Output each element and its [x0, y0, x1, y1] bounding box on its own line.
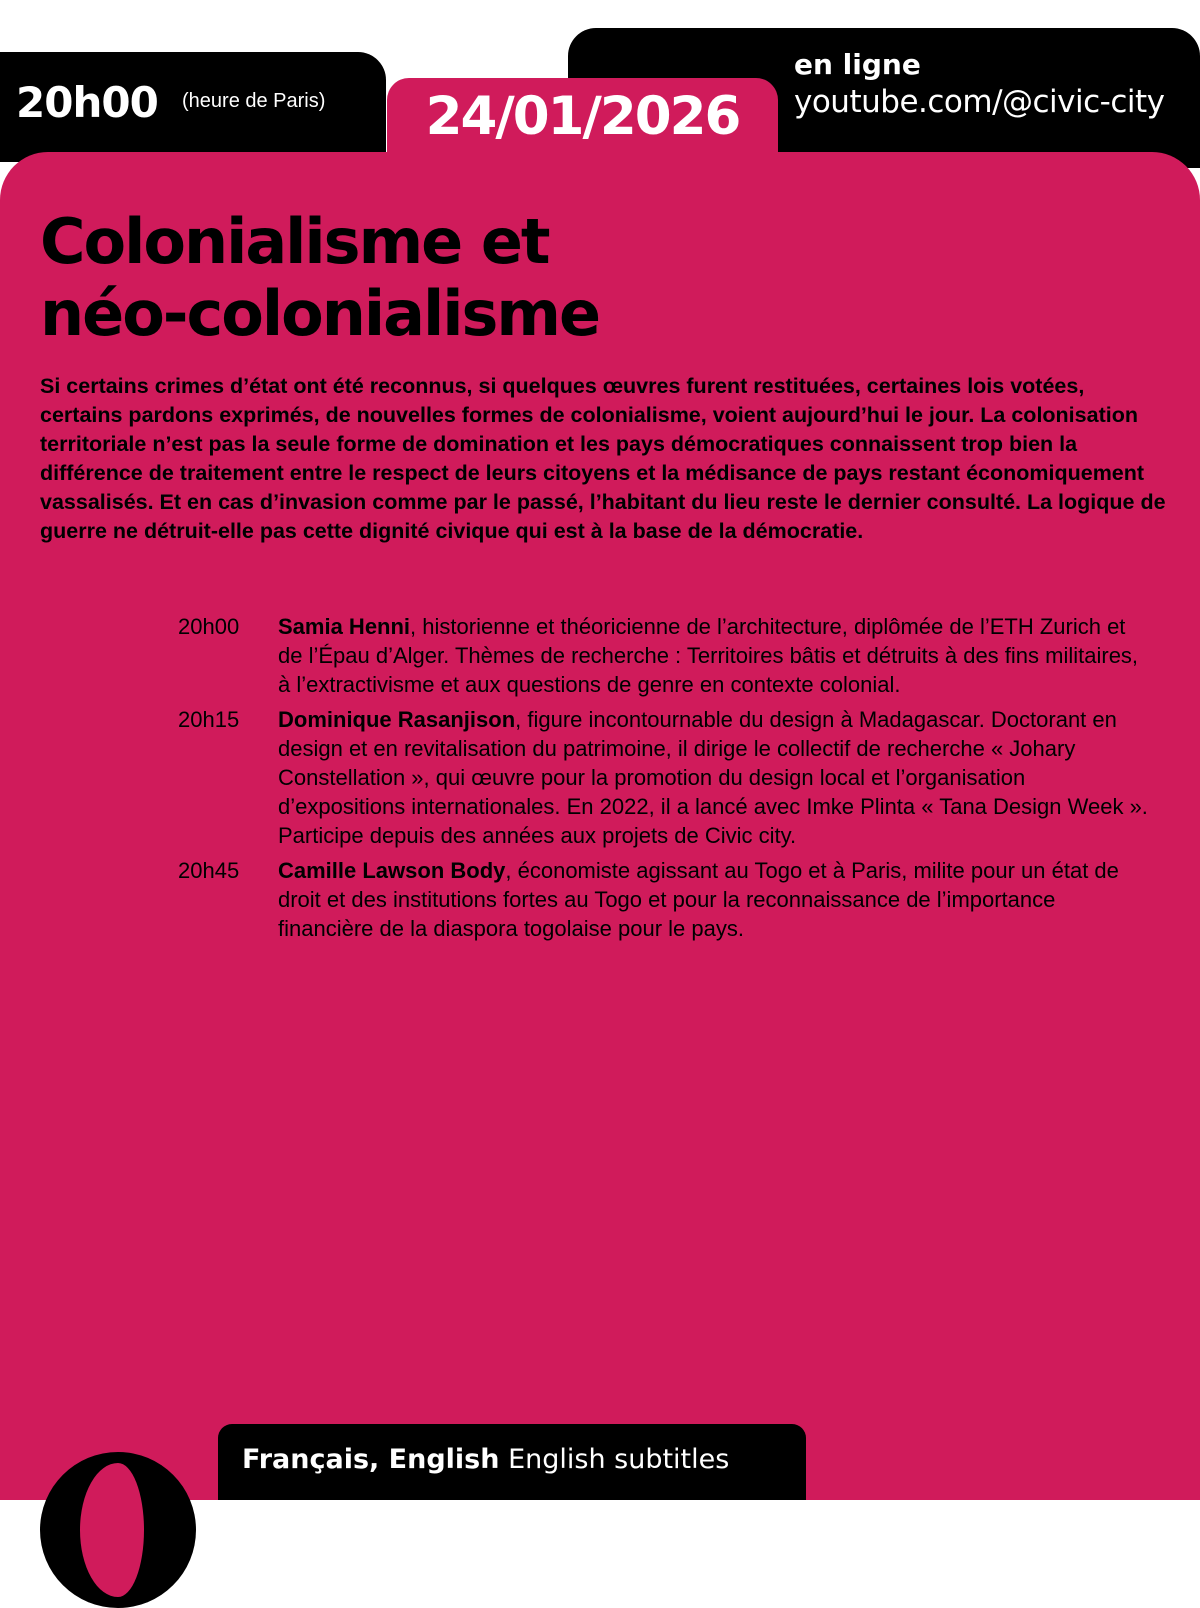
- program-time: 20h45: [178, 858, 240, 883]
- online-label: en ligne: [794, 48, 921, 81]
- language-bar: [218, 1424, 806, 1500]
- youtube-url-link[interactable]: youtube.com/@civic-city: [794, 84, 1165, 120]
- program-time: 20h00: [178, 614, 240, 639]
- title-line-2: néo-colonialisme: [40, 277, 599, 350]
- title-line-1: Colonialisme et: [40, 205, 549, 278]
- languages-label: Français, English: [242, 1444, 500, 1475]
- program-description: [278, 612, 1154, 699]
- page-title: [40, 206, 940, 350]
- speaker-name: Camille Lawson Body: [278, 858, 506, 883]
- time-tab: [0, 52, 386, 162]
- program-list: [178, 612, 1158, 949]
- speaker-bio: , historienne et théoricienne de l’architecture, diplômée de l’ETH Zurich et de l’Épau d’Alger. Thèmes de recherche : Territoires bâtis et détruits à des fins militaires, à l’extractivisme et aux questions de genre en contexte colonial.: [278, 614, 1139, 697]
- program-item: [178, 856, 1158, 943]
- civic-city-logo-icon: [40, 1452, 196, 1608]
- speaker-name: Dominique Rasanjison: [278, 707, 516, 732]
- subtitles-label: English subtitles: [508, 1444, 730, 1475]
- program-item: [178, 705, 1158, 850]
- speaker-name: Samia Henni: [278, 614, 411, 639]
- speaker-bio: , économiste agissant au Togo et à Paris, milite pour un état de droit et des institutions fortes au Togo et pour la reconnaissance de l’importance financière de la diaspora togolaise pour le pays.: [278, 858, 1119, 941]
- event-time: 20h00: [16, 78, 158, 127]
- time-zone-note: (heure de Paris): [182, 90, 326, 112]
- event-date: 24/01/2026: [425, 86, 740, 147]
- intro-paragraph: Si certains crimes d’état ont été reconnus, si quelques œuvres furent restituées, certaines lois votées, certains pardons exprimés, de nouvelles formes de colonialisme, voient aujourd’hui le jour. La colonisation territoriale n’est pas la seule forme de domination et les pays démocratiques connaissent trop bien la différence de traitement entre le respect de leurs citoyens et la médisance de pays restant économiquement vassalisés. Et en cas d’invasion comme par le passé, l’habitant du lieu reste le dernier consulté. La logique de guerre ne détruit-elle pas cette dignité civique qui est à la base de la démocratie.: [40, 374, 1166, 543]
- date-tab: [387, 78, 778, 178]
- program-item: [178, 612, 1158, 699]
- speaker-bio: , figure incontournable du design à Madagascar. Doctorant en design et en revitalisation du patrimoine, il dirige le collectif de recherche « Johary Constellation », qui œuvre pour la promotion du design local et l’organisation d’expositions internationales. En 2022, il a lancé avec Imke Plinta « Tana Design Week ». Participe depuis des années aux projets de Civic city.: [278, 707, 1148, 848]
- program-description: [278, 705, 1154, 850]
- main-panel: [0, 152, 1200, 1500]
- program-description: [278, 856, 1154, 943]
- program-time: 20h15: [178, 707, 240, 732]
